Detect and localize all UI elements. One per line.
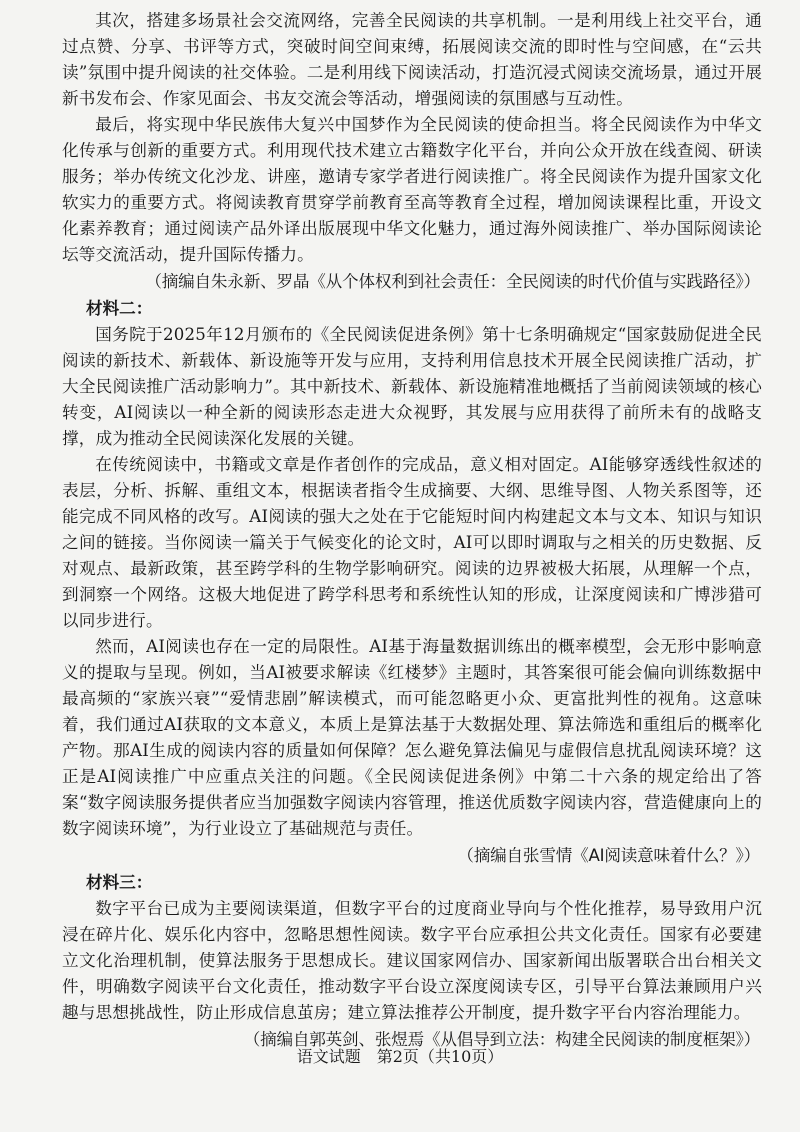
paragraph: 国务院于2025年12月颁布的《全民阅读促进条例》第十七条明确规定“国家鼓励促进全民阅读的新技术、新载体、新设施等开发与应用，支持利用信息技术开展全民阅读推广活动，扩大全民阅读推广活动影响力”。其中新技术、新载体、新设施精准地概括了当前阅读领域的核心转变，AI阅读以一种全新的阅读形态走进大众视野，其发展与应用获得了前所未有的战略支撑，成为推动全民阅读深化发展的关键。 — [62, 325, 762, 448]
material-heading: 材料三： — [86, 873, 153, 892]
page-footer: 语文试题 第2页（共10页） — [296, 1047, 504, 1066]
source-citation: （摘编自张雪情《AI阅读意味着什么？》） — [457, 846, 760, 865]
source-citation: （摘编自郭英剑、张煜焉《从倡导到立法：构建全民阅读的制度框架》） — [243, 1030, 760, 1049]
paragraph: 最后，将实现中华民族伟大复兴中国梦作为全民阅读的使命担当。将全民阅读作为中华文化传承与创新的重要方式。利用现代技术建立古籍数字化平台，并向公众开放在线查阅、研读服务；举办传统文化沙龙、讲座，邀请专家学者进行阅读推广。将全民阅读作为提升国家文化软实力的重要方式。将阅读教育贯穿学前教育至高等教育全过程，增加阅读课程比重，开设文化素养教育；通过阅读产品外译出版展现中华文化魅力，通过海外阅读推广、举办国际阅读论坛等交流活动，提升国际传播力。 — [62, 115, 762, 264]
paragraph: 其次，搭建多场景社会交流网络，完善全民阅读的共享机制。一是利用线上社交平台，通过点赞、分享、书评等方式，突破时间空间束缚，拓展阅读交流的即时性与空间感，在“云共读”氛围中提升阅读的社交体验。二是利用线下阅读活动，打造沉浸式阅读交流场景，通过开展新书发布会、作家见面会、书友交流会等活动，增强阅读的氛围感与互动性。 — [62, 11, 762, 108]
paragraph: 在传统阅读中，书籍或文章是作者创作的完成品，意义相对固定。AI能够穿透线性叙述的表层，分析、拆解、重组文本，根据读者指令生成摘要、大纲、思维导图、人物关系图等，还能完成不同风格的改写。AI阅读的强大之处在于它能短时间内构建起文本与文本、知识与知识之间的链接。当你阅读一篇关于气候变化的论文时，AI可以即时调取与之相关的历史数据、反对观点、最新政策，甚至跨学科的生物学影响研究。阅读的边界被极大拓展，从理解一个点，到洞察一个网络。这极大地促进了跨学科思考和系统性认知的形成，让深度阅读和广博涉猎可以同步进行。 — [62, 455, 762, 630]
material-heading: 材料二： — [86, 299, 153, 318]
source-citation: （摘编自朱永新、罗晶《从个体权利到社会责任：全民阅读的时代价值与实践路径》） — [145, 272, 760, 291]
paragraph: 数字平台已成为主要阅读渠道，但数字平台的过度商业导向与个性化推荐，易导致用户沉浸在碎片化、娱乐化内容中，忽略思想性阅读。数字平台应承担公共文化责任。国家有必要建立文化治理机制，使算法服务于思想成长。建议国家网信办、国家新闻出版署联合出台相关文件，明确数字阅读平台文化责任，推动数字平台设立深度阅读专区，引导平台算法兼顾用户兴趣与思想挑战性，防止形成信息茧房；建立算法推荐公开制度，提升数字平台内容治理能力。 — [62, 899, 762, 1022]
paragraph: 然而，AI阅读也存在一定的局限性。AI基于海量数据训练出的概率模型，会无形中影响意义的提取与呈现。例如，当AI被要求解读《红楼梦》主题时，其答案很可能会偏向训练数据中最高频的“家族兴衰”“爱情悲剧”解读模式，而可能忽略更小众、更富批判性的视角。这意味着，我们通过AI获取的文本意义，本质上是算法基于大数据处理、算法筛选和重组后的概率化产物。那AI生成的阅读内容的质量如何保障？怎么避免算法偏见与虚假信息扰乱阅读环境？这正是AI阅读推广中应重点关注的问题。《全民阅读促进条例》中第二十六条的规定给出了答案“数字阅读服务提供者应当加强数字阅读内容管理，推送优质数字阅读内容，营造健康向上的数字阅读环境”，为行业设立了基础规范与责任。 — [62, 637, 762, 838]
